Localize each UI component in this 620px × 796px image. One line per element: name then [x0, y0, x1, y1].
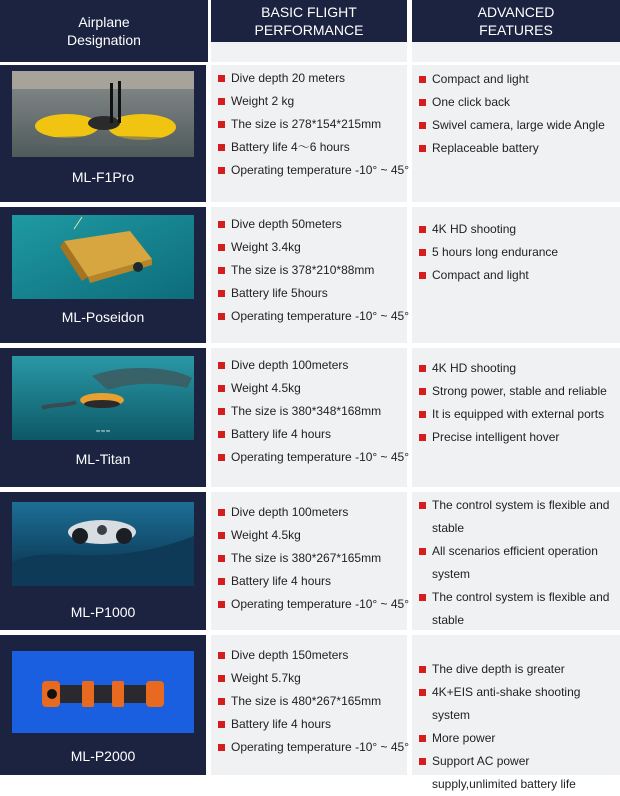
- spec-item: Battery life 5hours: [211, 282, 407, 305]
- feature-item: Precise intelligent hover: [412, 426, 620, 449]
- spec-cell: [211, 348, 410, 487]
- header-basic-flight-performance: [211, 0, 407, 42]
- spec-item: Dive depth 50meters: [211, 213, 407, 236]
- feature-item: The dive depth is greater: [412, 658, 620, 681]
- feature-item: All scenarios efficient operation system: [412, 540, 620, 586]
- feature-item: 4K HD shooting: [412, 357, 620, 380]
- header-col1-line1: Airplane: [78, 14, 130, 30]
- spec-item: Weight 3.4kg: [211, 236, 407, 259]
- spec-cell: [211, 65, 410, 202]
- model-name: ML-Titan: [75, 451, 131, 467]
- header-advanced-features: [412, 0, 620, 42]
- spec-cell: [211, 207, 410, 343]
- spec-item: Dive depth 20 meters: [211, 67, 407, 90]
- spec-item: Dive depth 100meters: [211, 354, 407, 377]
- spec-item: The size is 380*267*165mm: [211, 547, 407, 570]
- header-col3-line1: ADVANCED: [477, 4, 555, 20]
- spec-item: Weight 5.7kg: [211, 667, 407, 690]
- spec-item: Operating temperature -10° ~ 45°: [211, 736, 407, 759]
- table-row: [0, 207, 620, 343]
- feature-item: Compact and light: [412, 68, 620, 91]
- model-name: ML-F1Pro: [71, 169, 135, 185]
- spec-item: Battery life 4 hours: [211, 570, 407, 593]
- feature-cell: [412, 635, 620, 791]
- spec-item: Battery life 4 hours: [211, 713, 407, 736]
- drone-photo: [12, 502, 194, 586]
- feature-cell: [412, 207, 620, 343]
- feature-cell: [412, 65, 620, 202]
- spec-item: Weight 4.5kg: [211, 524, 407, 547]
- feature-item: Support AC power supply,unlimited battery life: [412, 750, 620, 796]
- feature-cell: [412, 492, 620, 630]
- spec-item: The size is 278*154*215mm: [211, 113, 407, 136]
- model-cell: [0, 207, 206, 343]
- spec-item: Operating temperature -10° ~ 45°: [211, 446, 407, 469]
- model-name: ML-P1000: [70, 604, 136, 620]
- header-spacer: [412, 42, 620, 62]
- spec-item: Battery life 4～6 hours: [211, 136, 407, 159]
- header-spacer: [211, 42, 407, 62]
- feature-item: One click back: [412, 91, 620, 114]
- feature-item: The control system is flexible and stable: [412, 586, 620, 632]
- table-row: [0, 492, 620, 630]
- feature-item: The control system is flexible and stable: [412, 494, 620, 540]
- model-name: ML-Poseidon: [61, 309, 145, 325]
- feature-item: 4K HD shooting: [412, 218, 620, 241]
- spec-item: Weight 4.5kg: [211, 377, 407, 400]
- spec-item: The size is 480*267*165mm: [211, 690, 407, 713]
- header-airplane-designation: [0, 0, 208, 62]
- spec-cell: [211, 635, 410, 775]
- spec-item: Operating temperature -10° ~ 45°: [211, 159, 407, 182]
- feature-item: Swivel camera, large wide Angle: [412, 114, 620, 137]
- spec-item: The size is 378*210*88mm: [211, 259, 407, 282]
- feature-item: More power: [412, 727, 620, 750]
- header-col2-line2: PERFORMANCE: [254, 22, 364, 38]
- spec-item: Dive depth 150meters: [211, 644, 407, 667]
- drone-photo: [12, 651, 194, 733]
- table-row: [0, 635, 620, 791]
- header-col1-line2: Designation: [67, 32, 141, 48]
- feature-item: 5 hours long endurance: [412, 241, 620, 264]
- feature-item: It is equipped with external ports: [412, 403, 620, 426]
- model-cell: [0, 348, 206, 487]
- spec-item: Operating temperature -10° ~ 45°: [211, 593, 407, 616]
- spec-item: Operating temperature -10° ~ 45°: [211, 305, 407, 328]
- model-cell: [0, 65, 206, 202]
- drone-photo: [12, 215, 194, 299]
- spec-item: Weight 2 kg: [211, 90, 407, 113]
- feature-item: Strong power, stable and reliable: [412, 380, 620, 403]
- model-cell: [0, 635, 206, 775]
- feature-item: Compact and light: [412, 264, 620, 287]
- header-col3-line2: FEATURES: [479, 22, 553, 38]
- model-cell: [0, 492, 206, 630]
- header-col2-line1: BASIC FLIGHT: [261, 4, 357, 20]
- feature-item: Replaceable battery: [412, 137, 620, 160]
- spec-item: The size is 380*348*168mm: [211, 400, 407, 423]
- svg-text:≈≈≈: ≈≈≈: [95, 428, 111, 435]
- model-name: ML-P2000: [70, 748, 136, 764]
- drone-photo: [12, 356, 194, 440]
- feature-item: 4K+EIS anti-shake shooting system: [412, 681, 620, 727]
- spec-item: Battery life 4 hours: [211, 423, 407, 446]
- table-row: [0, 348, 620, 487]
- spec-cell: [211, 492, 410, 630]
- feature-cell: [412, 348, 620, 487]
- spec-item: Dive depth 100meters: [211, 501, 407, 524]
- table-row: [0, 65, 620, 202]
- drone-photo: [12, 71, 194, 157]
